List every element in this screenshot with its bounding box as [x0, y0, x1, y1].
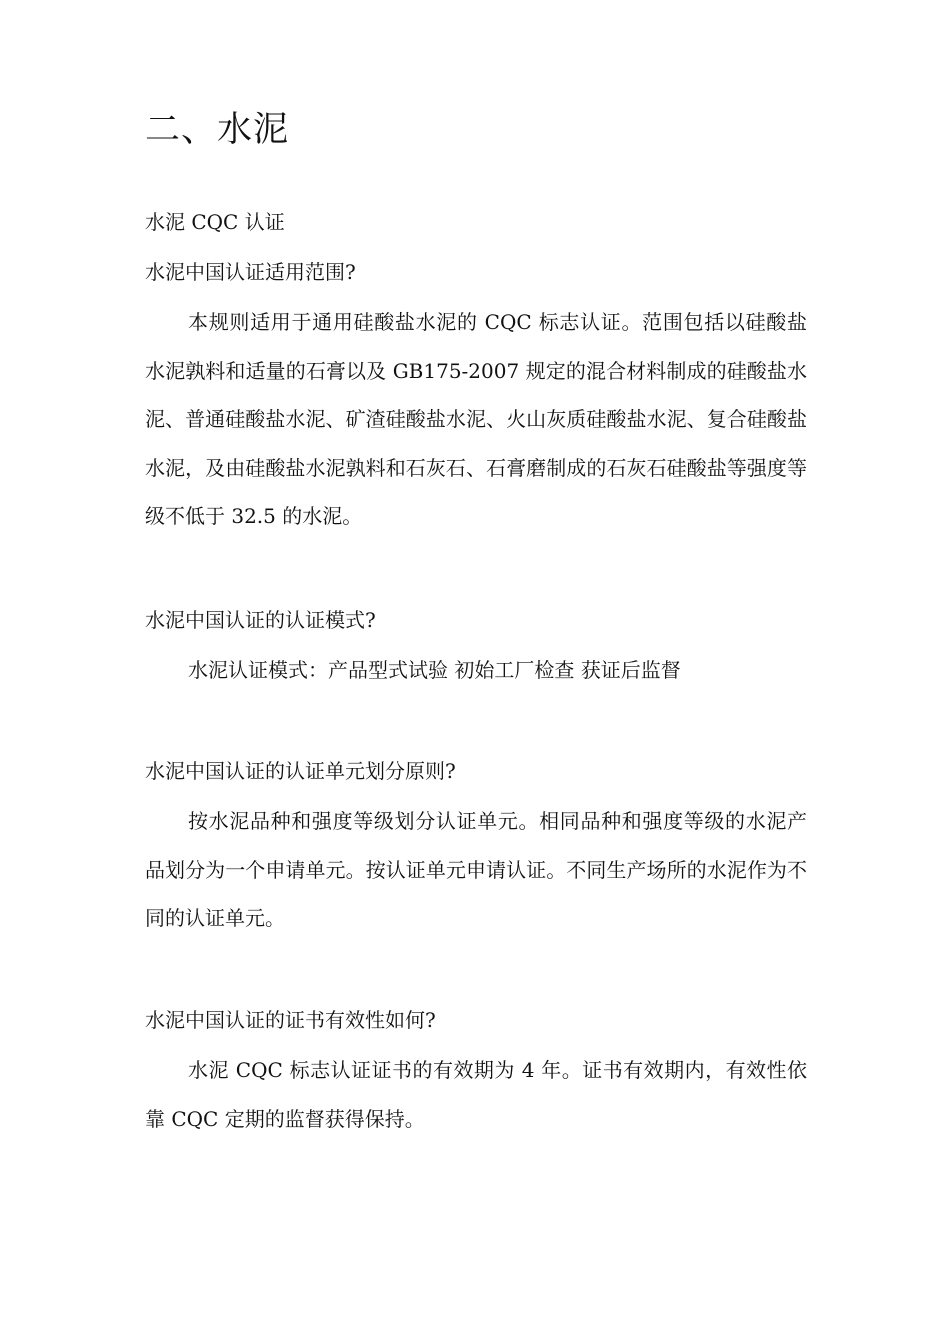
answer-scope: 本规则适用于通用硅酸盐水泥的 CQC 标志认证。范围包括以硅酸盐水泥孰料和适量的石膏以及 GB175-2007 规定的混合材料制成的硅酸盐水泥、普通硅酸盐水泥、矿渣硅酸盐水泥、火山灰质硅酸盐水泥、复合硅酸盐水泥，及由硅酸盐水泥孰料和石灰石、石膏磨制成的石灰石硅酸盐等强度等级不低于 32.5 的水泥。	[145, 310, 807, 528]
question-unit: 水泥中国认证的认证单元划分原则?	[145, 759, 456, 783]
question-validity: 水泥中国认证的证书有效性如何?	[145, 1008, 436, 1032]
section-subtitle: 水泥 CQC 认证	[145, 210, 285, 234]
answer-unit: 按水泥品种和强度等级划分认证单元。相同品种和强度等级的水泥产品划分为一个申请单元。按认证单元申请认证。不同生产场所的水泥作为不同的认证单元。	[145, 809, 807, 930]
page-title: 二、水泥	[145, 110, 290, 150]
answer-validity: 水泥 CQC 标志认证证书的有效期为 4 年。证书有效期内，有效性依靠 CQC 定期的监督获得保持。	[145, 1058, 807, 1131]
question-scope: 水泥中国认证适用范围?	[145, 260, 356, 284]
answer-mode: 水泥认证模式：产品型式试验 初始工厂检查 获证后监督	[188, 658, 681, 682]
question-mode: 水泥中国认证的认证模式?	[145, 608, 376, 632]
